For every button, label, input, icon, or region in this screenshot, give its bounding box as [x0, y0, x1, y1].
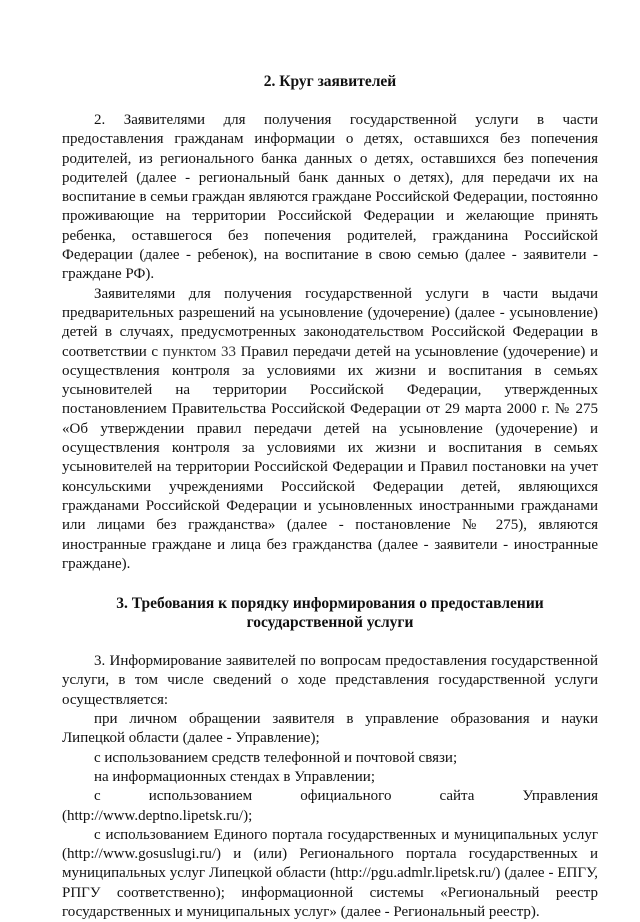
section-2-paragraph-2-text-a: Заявителями для получения государственной услуги в части выдачи предварительных разрешений на усыновление (удочерение) (далее - усыновление) детей в случаях, предусмотренных законодательством Российской Федерации в соответствии с	[62, 285, 598, 360]
section-2-title: 2. Круг заявителей	[263, 73, 397, 90]
section-2-paragraph-2-text-b: Правил передачи детей на усыновление (удочерение) и осуществления контроля за условиями их жизни и воспитания в семьях усыновителей на территории Российской Федерации, утвержденных постановлением Правительства Российской Федерации от 29 марта 2000 г. № 275 «Об утверждении правил передачи детей на усыновление (удочерение) и осуществления контроля за условиями их жизни и воспитания в семьях усыновителей на территории Российской Федерации и Правил постановки на учет консульскими учреждениями Российской Федерации детей, являющихся гражданами Российской Федерации и усыновленных иностранными гражданами или лицами без гражданства» (далее - постановление № 275), являются иностранные граждане и лица без гражданства (далее - заявители - иностранные граждане).	[62, 343, 598, 572]
section-2-paragraph-2	[62, 285, 598, 574]
section-3-title	[62, 594, 598, 632]
point-33-link[interactable]: пунктом 33	[162, 343, 237, 360]
info-method-phone-mail: с использованием средств телефонной и почтовой связи;	[94, 749, 458, 766]
info-method-portals: с использованием Единого портала государственных и муниципальных услуг (http://www.gosuslugi.ru/) и (или) Регионального портала государственных и муниципальных услуг Липецкой области (http://pgu.admlr.lipetsk.ru/) (далее - ЕПГУ, РПГУ соответственно); информационной системы «Региональный реестр государственных и муниципальных услуг» (далее - Региональный реестр).	[62, 826, 598, 920]
section-3-title-line-2: государственной услуги	[246, 614, 414, 632]
section-2-paragraph-1: 2. Заявителями для получения государственной услуги в части предоставления гражданам информации о детях, оставшихся без попечения родителей, из регионального банка данных о детях, оставшихся без попечения родителей (далее - региональный банк данных о детях), для передачи их на воспитание в семьи граждан являются граждане Российской Федерации, постоянно проживающие на территории Российской Федерации и желающие принять ребенка, оставшегося без попечения родителей, гражданина Российской Федерации (далее - ребенок), на воспитание в свою семью (далее - заявители - граждане РФ).	[62, 112, 598, 283]
info-method-stands: на информационных стендах в Управлении;	[94, 768, 376, 785]
info-method-personal-visit: при личном обращении заявителя в управление образования и науки Липецкой области (далее - Управление);	[62, 711, 598, 747]
info-method-website: с использованием официального сайта Управления (http://www.deptno.lipetsk.ru/);	[62, 788, 598, 824]
section-3-intro: 3. Информирование заявителей по вопросам предоставления государственной услуги, в том числе сведений о ходе представления государственной услуги осуществляется:	[62, 653, 598, 708]
section-3-title-line-1: 3. Требования к порядку информирования о предоставлении	[116, 595, 544, 613]
